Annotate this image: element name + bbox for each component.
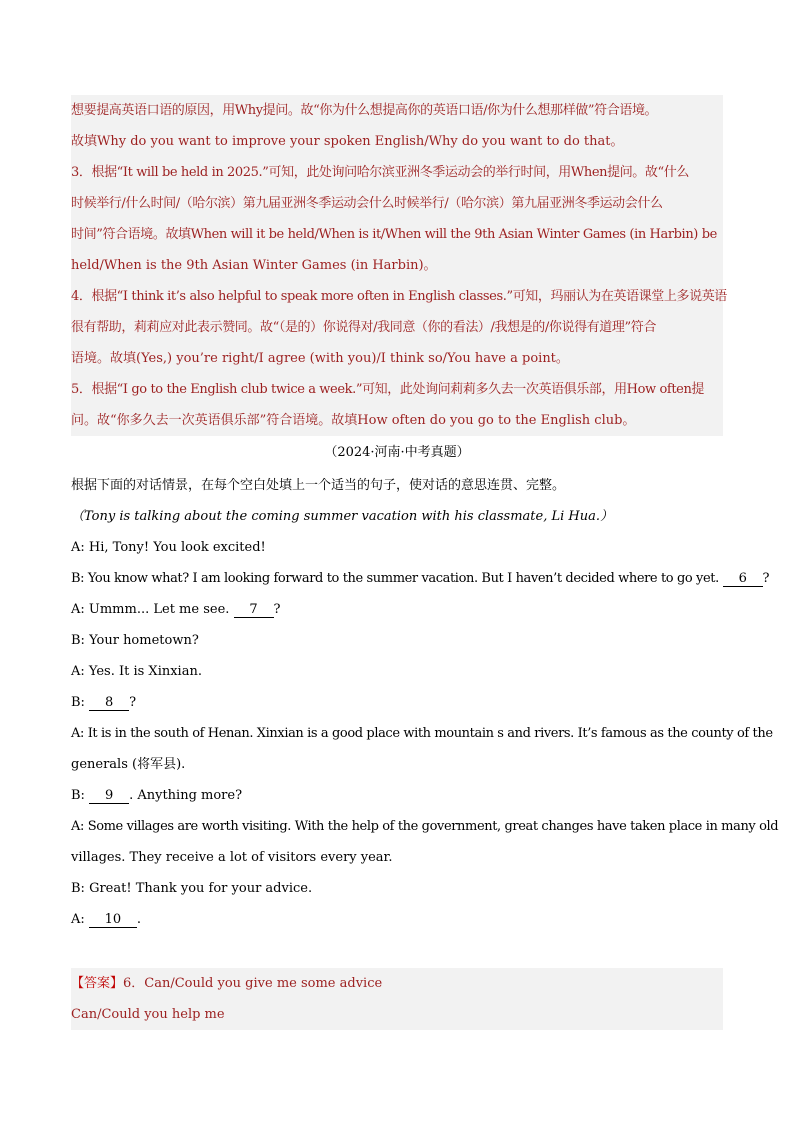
dialogue-text: ? <box>762 571 770 586</box>
explanation-line: 故填Why do you want to improve your spoken English/Why do you want to do that。 <box>71 126 723 157</box>
dialogue-line <box>71 687 723 718</box>
explanation-line: held/When is the 9th Asian Winter Games (in Harbin)。 <box>71 250 723 281</box>
dialogue-line <box>71 563 770 594</box>
dialogue-text: A: <box>71 912 89 927</box>
dialogue-line: B: Your hometown? <box>71 633 199 648</box>
dialogue-line: A: Hi, Tony! You look excited! <box>71 540 266 555</box>
dialogue-text: B: <box>71 695 90 710</box>
dialogue-line <box>71 780 723 811</box>
question-instruction: 根据下面的对话情景，在每个空白处填上一个适当的句子，使对话的意思连贯、完整。 <box>71 478 566 493</box>
dialogue-line: villages. They receive a lot of visitors every year. <box>71 850 393 865</box>
dialogue-text: . Anything more? <box>129 788 243 803</box>
explanation-line: 语境。故填(Yes,) you’re right/I agree (with you)/I think so/You have a point。 <box>71 343 723 374</box>
explanation-line: 想要提高英语口语的原因，用Why提问。故“你为什么想提高你的英语口语/你为什么想那样做”符合语境。 <box>71 95 723 126</box>
answer-label: 【答案】 <box>71 976 124 991</box>
blank-10[interactable]: 10 <box>89 913 137 928</box>
dialogue-text: B: <box>71 788 90 803</box>
blank-7[interactable]: 7 <box>234 603 274 618</box>
dialogue-text: A: Ummm... Let me see. <box>71 602 234 617</box>
dialogue-line <box>71 594 723 625</box>
blank-8[interactable]: 8 <box>89 696 129 711</box>
blank-6[interactable]: 6 <box>723 572 763 587</box>
blank-9[interactable]: 9 <box>89 789 129 804</box>
explanation-line: 很有帮助，莉莉应对此表示赞同。故“（是的）你说得对/我同意（你的看法）/我想是的/你说得有道理”符合 <box>71 312 723 343</box>
dialogue-text: B: You know what? I am looking forward to the summer vacation. But I haven’t decided where to go yet. <box>71 571 723 586</box>
dialogue-text: ? <box>273 602 281 617</box>
dialogue-text: ? <box>129 695 137 710</box>
question-source: （2024·河南·中考真题） <box>324 445 470 460</box>
explanation-line: 4．根据“I think it’s also helpful to speak more often in English classes.”可知，玛丽认为在英语课堂上多说英语 <box>71 281 723 312</box>
explanation-line: 5．根据“I go to the English club twice a week.”可知，此处询问莉莉多久去一次英语俱乐部，用How often提 <box>71 374 723 405</box>
dialogue-line: generals (将军县). <box>71 757 186 772</box>
explanation-line: 时间”符合语境。故填When will it be held/When is it/When will the 9th Asian Winter Games (in Harbin) be <box>71 219 723 250</box>
dialogue-line: A: Yes. It is Xinxian. <box>71 664 202 679</box>
question-context: （Tony is talking about the coming summer vacation with his classmate, Li Hua.） <box>71 509 613 524</box>
dialogue-line: A: Some villages are worth visiting. With the help of the government, great changes have taken place in many old <box>71 819 779 834</box>
explanation-line: 时候举行/什么时间/（哈尔滨）第九届亚洲冬季运动会什么时候举行/（哈尔滨）第九届亚洲冬季运动会什么 <box>71 188 723 219</box>
dialogue-line: B: Great! Thank you for your advice. <box>71 881 313 896</box>
explanation-line: 问。故“你多久去一次英语俱乐部”符合语境。故填How often do you go to the English club。 <box>71 405 723 436</box>
answer-line: Can/Could you help me <box>71 999 723 1030</box>
dialogue-line <box>71 904 723 935</box>
answer-text: 6．Can/Could you give me some advice <box>123 976 383 991</box>
dialogue-line: A: It is in the south of Henan. Xinxian is a good place with mountain s and rivers. It’s famous as the county of the <box>71 726 773 741</box>
answer-line <box>71 968 723 999</box>
explanation-line: 3．根据“It will be held in 2025.”可知，此处询问哈尔滨亚洲冬季运动会的举行时间，用When提问。故“什么 <box>71 157 723 188</box>
dialogue-text: . <box>136 912 142 927</box>
